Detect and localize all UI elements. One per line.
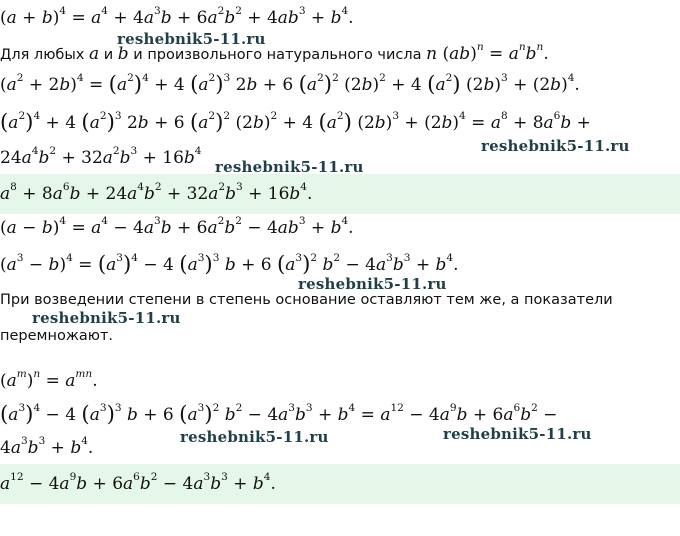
rule-power-of-power-2: перемножают. <box>0 328 114 344</box>
watermark: reshebnik5-11.ru <box>180 428 329 446</box>
text-for-any: Для любых <box>0 47 85 63</box>
formula-expand-a3-wrap: $4a^3b^3 + b^4$. <box>0 435 94 458</box>
answer-highlight-2: $a^{12} - 4a^9b + 6a^6b^2 - 4a^3b^3 + b^4$. <box>0 464 680 504</box>
formula-expand-a2-2b: $(a^2 + 2b)^4 = (a^2)^4 + 4$ $(a^2)^3$ 2b + 6 $(a^2)^2$ $(2b)^2 + 4$ $(a^2) (2b)^3 + (2b)^4$. <box>0 71 580 97</box>
watermark: reshebnik5-11.ru <box>481 137 630 155</box>
watermark: reshebnik5-11.ru <box>32 309 181 327</box>
rule-power-of-power-1: При возведении степени в степень основание оставляют тем же, а показатели <box>0 292 613 308</box>
formula-expand-a3-continued: $(a^3)^4 - 4$ $(a^3)^3$ b + 6 $(a^3)^2$ $b^2 - 4a^3b^3 + b^4 = a^{12} - 4a^9b + 6a^6b^2$ − <box>0 401 558 427</box>
formula-power-of-power: $(a^m)^n = a^{mn}$. <box>0 368 98 391</box>
formula-expand-a3-b: $(a^3 - b)^4 = (a^3)^4 - 4$ $(a^3)^3$ b + 6 $(a^3)^2$ $b^2 - 4a^3b^3 + b^4$. <box>0 251 459 277</box>
text-arbitrary-natural: и произвольного натурального числа <box>133 47 422 63</box>
formula-sum-fourth-power: $(a + b)^4 = a^4 + 4a^3b + 6a^2b^2 + 4ab^3 + b^4$. <box>0 5 354 28</box>
answer-highlight-1: $a^8 + 8a^6b + 24a^4b^2 + 32a^2b^3 + 16b^4$. <box>0 174 680 214</box>
watermark: reshebnik5-11.ru <box>443 425 592 443</box>
formula-difference-fourth-power: $(a - b)^4 = a^4 - 4a^3b + 6a^2b^2 - 4ab^3 + b^4$. <box>0 215 354 238</box>
rule-product-power: Для любых a и b и произвольного натурального числа n $(ab)^n = a^nb^n$. <box>0 41 549 64</box>
text-and: и <box>103 47 114 63</box>
formula-expand-wrap: $24a^4b^2 + 32a^2b^3 + 16b^4$ <box>0 145 202 168</box>
watermark: reshebnik5-11.ru <box>117 30 266 48</box>
watermark: reshebnik5-11.ru <box>298 275 447 293</box>
watermark: reshebnik5-11.ru <box>215 158 364 176</box>
formula-expand-continued: $(a^2)^4 + 4$ $(a^2)^3$ 2b + 6 $(a^2)^2$ $(2b)^2 + 4$ $(a^2) (2b)^3 + (2b)^4 = a^8 + 8a^6b$ + <box>0 109 591 135</box>
